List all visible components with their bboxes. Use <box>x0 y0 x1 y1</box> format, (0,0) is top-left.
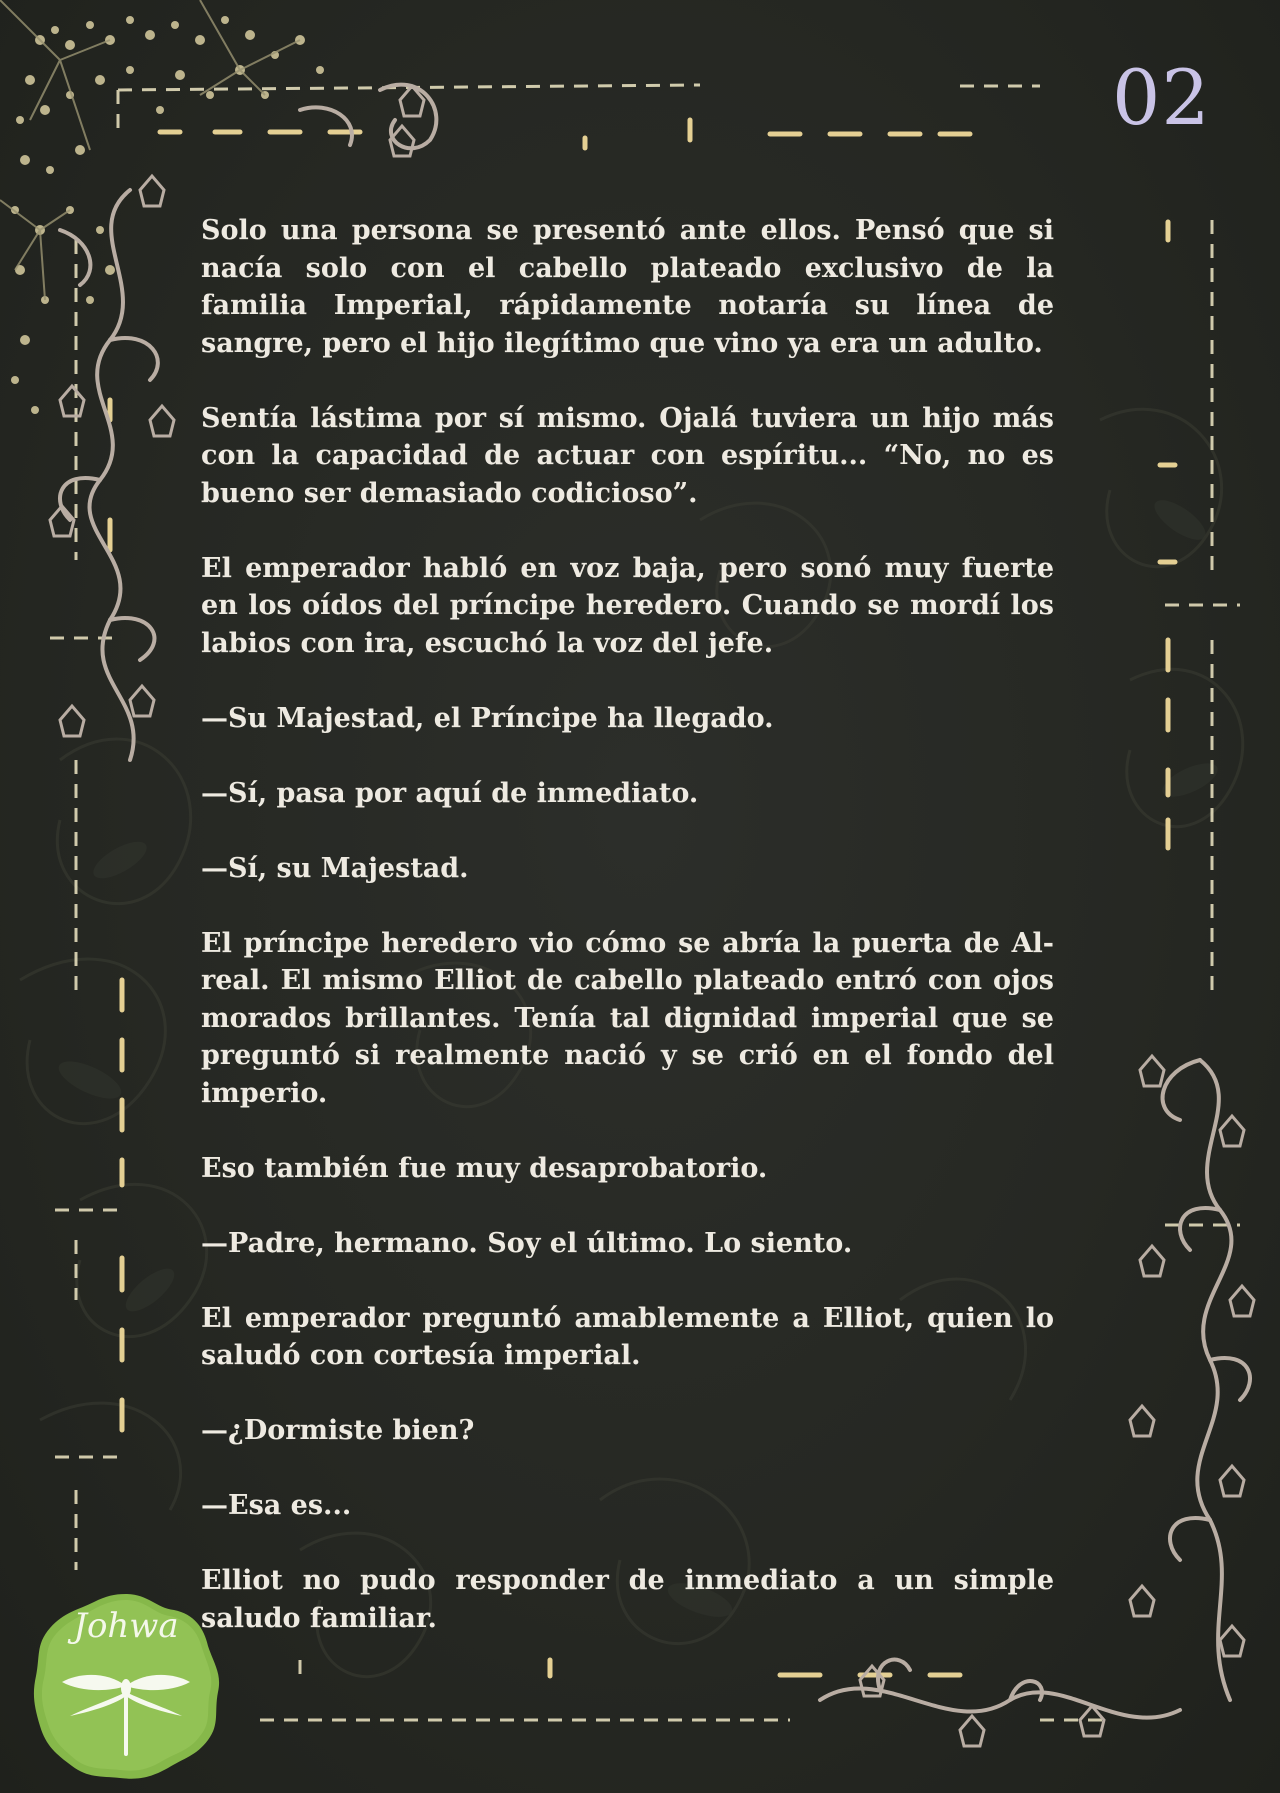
dialogue-line: —Esa es... <box>201 1490 352 1521</box>
paragraph: El emperador habló en voz baja, pero sonó muy fuerte en los oídos del príncipe heredero. Cuando se mordí los labios con ira, escuchó la voz del jefe. <box>201 552 1054 659</box>
dialogue-line: —Sí, pasa por aquí de inmediato. <box>201 777 699 809</box>
paragraph: El emperador preguntó amablemente a Elliot, quien lo saludó con cortesía imperial. <box>201 1302 1054 1371</box>
paragraph: Eso también fue muy desaprobatorio. <box>201 1152 768 1184</box>
paragraph: Elliot no pudo responder de inmediato a un simple saludo familiar. <box>201 1565 1054 1634</box>
dialogue-line: —Sí, su Majestad. <box>201 852 469 884</box>
paragraph: Solo una persona se presentó ante ellos. Pensó que si nacía solo con el cabello plateado exclusivo de la familia Imperial, rápidamente notaría su línea de sangre, pero el hijo ilegítimo que vino ya era un adulto. <box>201 215 1054 359</box>
story-text <box>201 212 1054 1675</box>
paragraph: Sentía lástima por sí mismo. Ojalá tuviera un hijo más con la capacidad de actuar con espíritu... “No, no es bueno ser demasiado codicioso”. <box>201 402 1054 509</box>
johwa-logo <box>28 1588 224 1784</box>
dialogue-line: —Su Majestad, el Príncipe ha llegado. <box>201 702 774 734</box>
logo-text: Johwa <box>73 1606 179 1646</box>
dialogue-line: —Padre, hermano. Soy el último. Lo siento. <box>201 1227 853 1259</box>
page-number: 02 <box>1112 53 1211 142</box>
paragraph: El príncipe heredero vio cómo se abría la puerta de Al-real. El mismo Elliot de cabello plateado entró con ojos morados brillantes. Tenía tal dignidad imperial que se preguntó si realmente nació y se crió en el fondo del imperio. <box>201 927 1054 1109</box>
dialogue-line: —¿Dormiste bien? <box>201 1415 475 1446</box>
